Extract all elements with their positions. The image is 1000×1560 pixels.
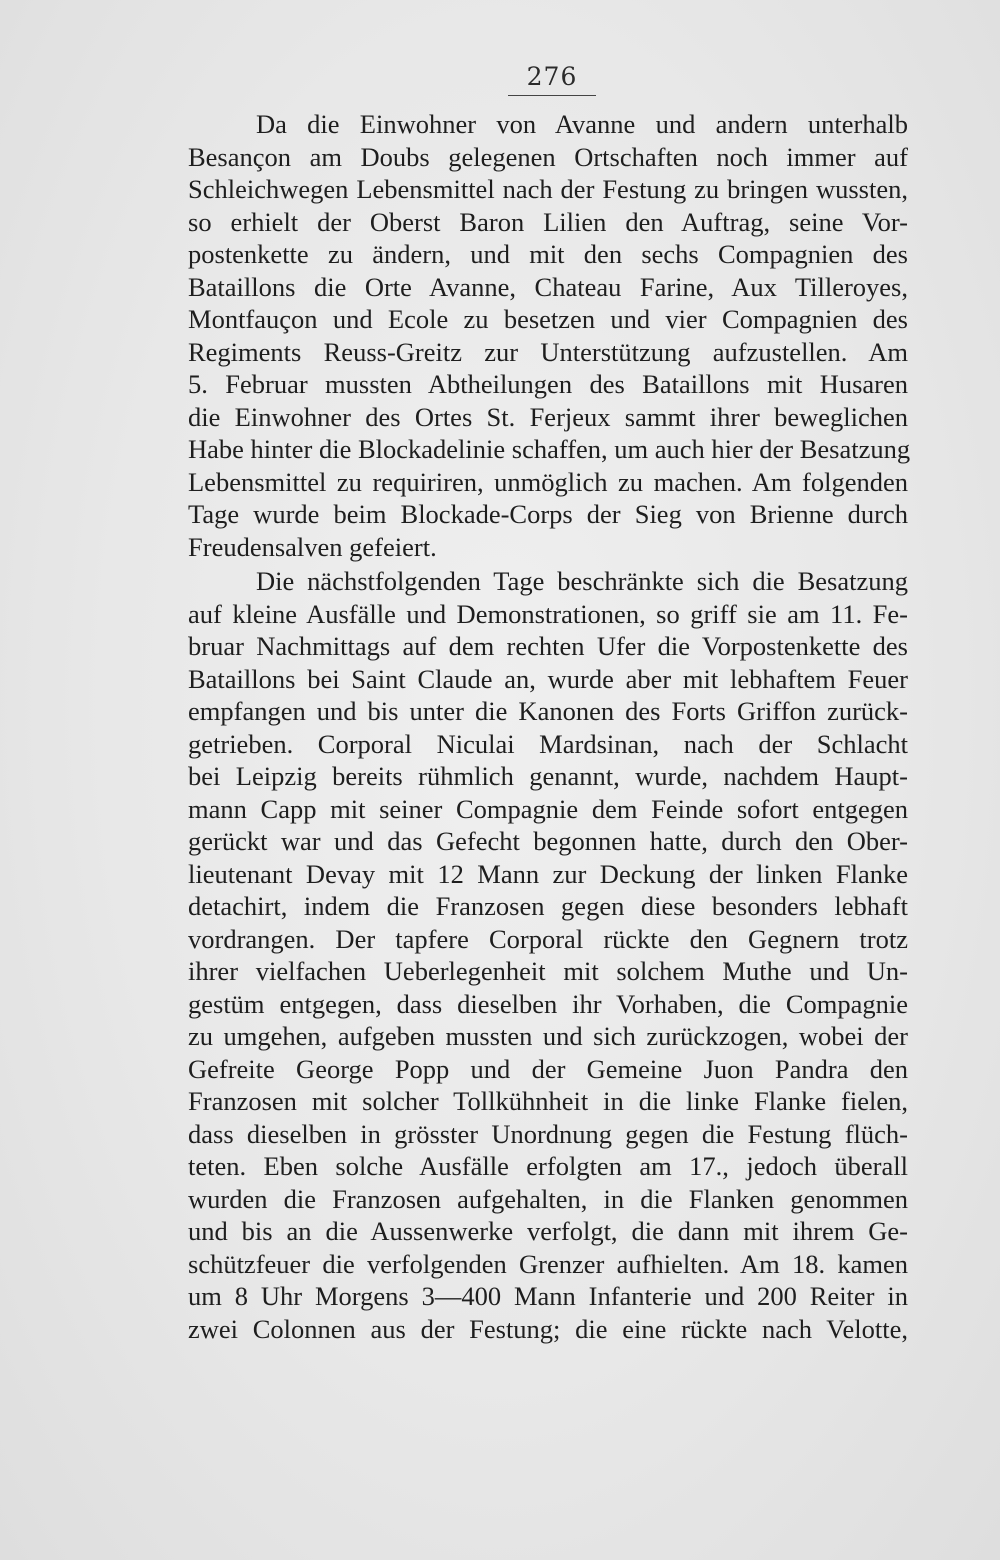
page-number-rule bbox=[508, 95, 596, 96]
text-line: empfangen und bis unter die Kanonen des Forts Griffon zurück- bbox=[188, 696, 908, 726]
text-line: 5. Februar mussten Abtheilungen des Bataillons mit Husaren bbox=[188, 369, 908, 399]
text-line: bruar Nachmittags auf dem rechten Ufer die Vorpostenkette des bbox=[188, 631, 908, 661]
text-line: auf kleine Ausfälle und Demonstrationen, so griff sie am 11. Fe- bbox=[188, 598, 908, 629]
text-line: vordrangen. Der tapfere Corporal rückte den Gegnern trotz bbox=[188, 923, 908, 954]
text-line: Gefreite George Popp und der Gemeine Juon Pandra den bbox=[188, 1053, 908, 1084]
text-line: Habe hinter die Blockadelinie schaffen, um auch hier der Besatzung bbox=[188, 434, 911, 464]
text-line: mann Capp mit seiner Compagnie dem Feinde sofort entgegen bbox=[188, 793, 908, 824]
text-line: die Einwohner des Ortes St. Ferjeux sammt ihrer beweglichen bbox=[188, 401, 908, 432]
text-line: schützfeuer die verfolgenden Grenzer aufhielten. Am 18. kamen bbox=[188, 1248, 908, 1279]
text-line: Schleichwegen Lebensmittel nach der Festung zu bringen wussten, bbox=[188, 174, 908, 204]
text-line: zwei Colonnen aus der Festung; die eine rückte nach Velotte, bbox=[188, 1313, 908, 1344]
text-line: Da die Einwohner von Avanne und andern unterhalb bbox=[256, 109, 908, 139]
body-text bbox=[188, 108, 911, 1345]
text-line: Freudensalven gefeiert. bbox=[188, 531, 437, 562]
text-line: bei Leipzig bereits rühmlich genannt, wurde, nachdem Haupt- bbox=[188, 761, 908, 791]
text-line: getrieben. Corporal Niculai Mardsinan, nach der Schlacht bbox=[188, 728, 908, 759]
text-line: teten. Eben solche Ausfälle erfolgten am 17., jedoch überall bbox=[188, 1151, 908, 1181]
text-line: Bataillons die Orte Avanne, Chateau Farine, Aux Tilleroyes, bbox=[188, 271, 908, 302]
text-line: lieutenant Devay mit 12 Mann zur Deckung der linken Flanke bbox=[188, 858, 908, 889]
text-line: Montfauçon und Ecole zu besetzen und vier Compagnien des bbox=[188, 304, 908, 334]
text-line: so erhielt der Oberst Baron Lilien den Auftrag, seine Vor- bbox=[188, 206, 908, 237]
text-line: Bataillons bei Saint Claude an, wurde aber mit lebhaftem Feuer bbox=[188, 663, 908, 694]
text-line: Besançon am Doubs gelegenen Ortschaften noch immer auf bbox=[188, 141, 908, 172]
text-line: gerückt war und das Gefecht begonnen hatte, durch den Ober- bbox=[188, 826, 908, 856]
text-line: wurden die Franzosen aufgehalten, in die Flanken genommen bbox=[188, 1183, 908, 1214]
text-line: ihrer vielfachen Ueberlegenheit mit solchem Muthe und Un- bbox=[188, 956, 908, 986]
text-line: Regiments Reuss-Greitz zur Unterstützung aufzustellen. Am bbox=[188, 336, 908, 367]
text-line: detachirt, indem die Franzosen gegen diese besonders lebhaft bbox=[188, 891, 908, 921]
text-line: Die nächstfolgenden Tage beschränkte sich die Besatzung bbox=[256, 566, 908, 596]
text-line: Tage wurde beim Blockade-Corps der Sieg von Brienne durch bbox=[188, 499, 908, 529]
text-line: zu umgehen, aufgeben mussten und sich zurückzogen, wobei der bbox=[188, 1021, 908, 1051]
text-line: Franzosen mit solcher Tollkühnheit in die linke Flanke fielen, bbox=[188, 1086, 908, 1116]
text-line: um 8 Uhr Morgens 3—400 Mann Infanterie und 200 Reiter in bbox=[188, 1281, 908, 1311]
text-line: gestüm entgegen, dass dieselben ihr Vorhaben, die Compagnie bbox=[188, 988, 908, 1019]
text-line: dass dieselben in grösster Unordnung gegen die Festung flüch- bbox=[188, 1118, 908, 1149]
text-line: postenkette zu ändern, und mit den sechs Compagnien des bbox=[188, 239, 908, 269]
text-line: und bis an die Aussenwerke verfolgt, die dann mit ihrem Ge- bbox=[188, 1216, 908, 1246]
text-line: Lebensmittel zu requiriren, unmöglich zu machen. Am folgenden bbox=[188, 466, 908, 497]
page-number: 276 bbox=[526, 62, 578, 91]
